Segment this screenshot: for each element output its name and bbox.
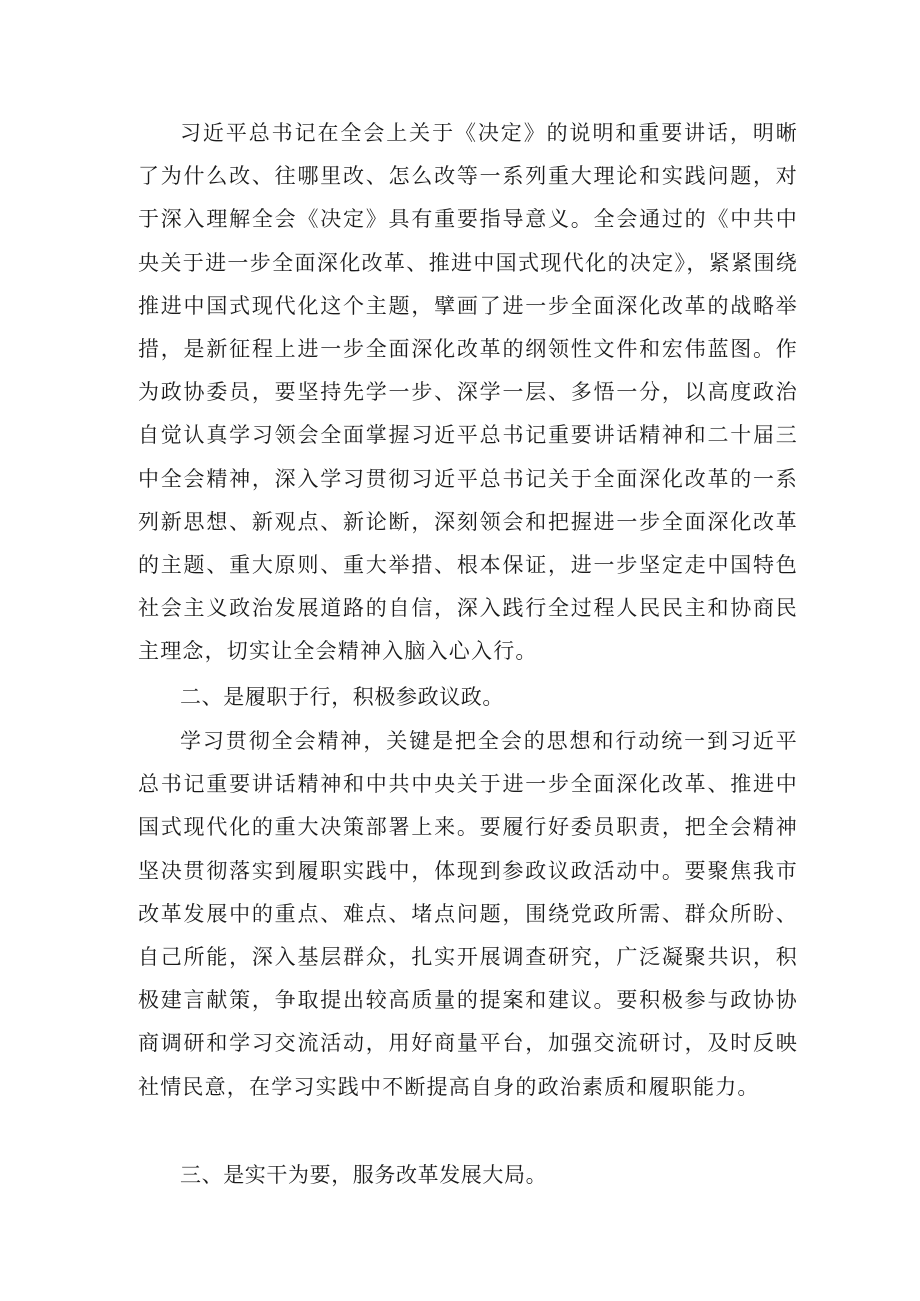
body-paragraph-1: 习近平总书记在全会上关于《决定》的说明和重要讲话，明晰了为什么改、往哪里改、怎么改等一系列重大理论和实践问题，对于深入理解全会《决定》具有重要指导意义。全会通过的《中共中央关于进一步全面深化改革、推进中国式现代化的决定》，紧紧围绕推进中国式现代化这个主题，擘画了进一步全面深化改革的战略举措，是新征程上进一步全面深化改革的纲领性文件和宏伟蓝图。作为政协委员，要坚持先学一步、深学一层、多悟一分，以高度政治自觉认真学习领会全面掌握习近平总书记重要讲话精神和二十届三中全会精神，深入学习贯彻习近平总书记关于全面深化改革的一系列新思想、新观点、新论断，深刻领会和把握进一步全面深化改革的主题、重大原则、重大举措、根本保证，进一步坚定走中国特色社会主义政治发展道路的自信，深入践行全过程人民民主和协商民主理念，切实让全会精神入脑入心入行。	[138, 121, 798, 664]
body-paragraph-2: 学习贯彻全会精神，关键是把全会的思想和行动统一到习近平总书记重要讲话精神和中共中央关于进一步全面深化改革、推进中国式现代化的重大决策部署上来。要履行好委员职责，把全会精神坚决贯彻落实到履职实践中，体现到参政议政活动中。要聚焦我市改革发展中的重点、难点、堵点问题，围绕党政所需、群众所盼、自己所能，深入基层群众，扎实开展调查研究，广泛凝聚共识，积极建言献策，争取提出较高质量的提案和建议。要积极参与政协协商调研和学习交流活动，用好商量平台，加强交流研讨，及时反映社情民意，在学习实践中不断提高自身的政治素质和履职能力。	[138, 729, 798, 1099]
section-heading-3: 三、是实干为要，服务改革发展大局。	[180, 1163, 548, 1187]
section-heading-2: 二、是履职于行，积极参政议政。	[180, 685, 504, 709]
